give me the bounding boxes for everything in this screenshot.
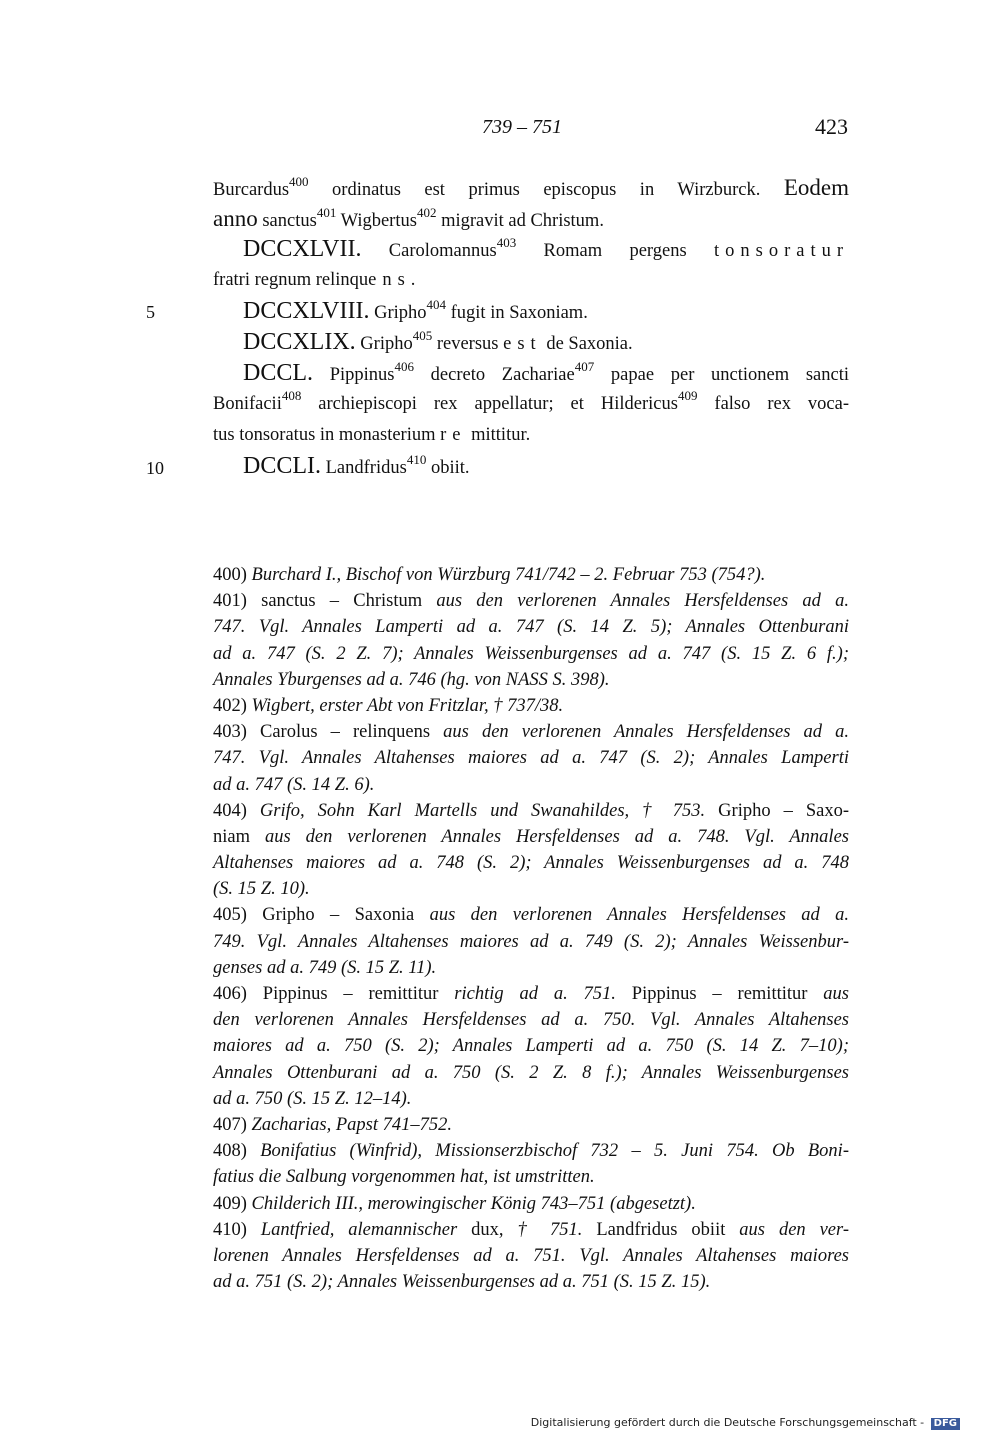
footnote-line: 403) Carolus – relinquens aus den verlorenen Annales Hersfeldenses ad a. [213,722,849,743]
footnote-line: den verlorenen Annales Hersfeldenses ad a. 750. Vgl. Annales Altahenses [213,1010,849,1031]
text-line: DCCXLVII. Carolomannus$^{403}$ Romam pergens tonsoratur [243,235,850,262]
text-line: DCCXLIX. Gripho$^{405}$ reversus est de Saxonia. [243,328,633,355]
footnote-line: 747. Vgl. Annales Altahenses maiores ad a. 747 (S. 2); Annales Lamperti [213,748,849,769]
footnote-line: genses ad a. 749 (S. 15 Z. 11). [213,957,437,978]
year-numeral: DCCL. [243,360,314,386]
text-line: fratri regnum relinquens. [213,270,422,290]
text-line: DCCLI. Landfridus$^{410}$ obiit. [243,452,470,479]
footnote-line: Annales Yburgenses ad a. 746 (hg. von NASS S. 398). [213,669,610,690]
footnote-line: 404) Grifo, Sohn Karl Martells und Swanahildes, † 753. Gripho – Saxo- [213,800,849,821]
text-line: Burcardus$^{400}$ ordinatus est primus episcopus in Wirzburck. Eodem [213,174,849,200]
year-numeral: DCCXLVII. [243,236,362,262]
footnote-line: 408) Bonifatius (Winfrid), Missionserzbischof 732 – 5. Juni 754. Ob Boni- [213,1141,849,1162]
text-line: DCCXLVIII. Gripho$^{404}$ fugit in Saxoniam. [243,297,588,324]
footnote-line: lorenen Annales Hersfeldenses ad a. 751. Vgl. Annales Altahenses maiores [213,1245,849,1266]
main-text [213,172,849,482]
footnote-line: 402) Wigbert, erster Abt von Fritzlar, † 737/38. [213,695,564,716]
footnote-line: Altahenses maiores ad a. 748 (S. 2); Annales Weissenburgenses ad a. 748 [213,853,849,874]
dfg-logo: DFG [931,1418,960,1430]
footnote-line: niam aus den verlorenen Annales Hersfeldenses ad a. 748. Vgl. Annales [213,826,849,847]
footnote-line: ad a. 750 (S. 15 Z. 12–14). [213,1088,412,1109]
footnote-line: ad a. 747 (S. 14 Z. 6). [213,774,375,795]
year-numeral: DCCXLVIII. [243,298,370,324]
line-number: 5 [146,302,155,322]
credit-text: Digitalisierung gefördert durch die Deutsche Forschungsgemeinschaft - [530,1416,928,1429]
footnotes [213,562,849,1295]
footnote-line: 407) Zacharias, Papst 741–752. [213,1114,452,1135]
line-number: 10 [146,458,164,478]
page-number: 423 [815,114,848,139]
running-head-years: 739 – 751 [482,116,562,138]
text-line: DCCL. Pippinus$^{406}$ decreto Zachariae$^{407}$ papae per unctionem sancti [243,359,849,386]
footnote-line: (S. 15 Z. 10). [213,879,310,900]
footnote-line: ad a. 747 (S. 2 Z. 7); Annales Weissenburgenses ad a. 747 (S. 15 Z. 6 f.); [213,643,849,664]
footnote-line: 405) Gripho – Saxonia aus den verlorenen Annales Hersfeldenses ad a. [213,905,849,926]
text-line: anno sanctus$^{401}$ Wigbertus$^{402}$ migravit ad Christum. [213,205,604,231]
footnote-line: 749. Vgl. Annales Altahenses maiores ad a. 749 (S. 2); Annales Weissenbur- [213,931,849,952]
footnote-line: maiores ad a. 750 (S. 2); Annales Lamperti ad a. 750 (S. 14 Z. 7–10); [213,1036,849,1057]
digitization-credit [531,1416,960,1430]
footnote-line: ad a. 751 (S. 2); Annales Weissenburgenses ad a. 751 (S. 15 Z. 15). [213,1272,711,1293]
footnote-line: 409) Childerich III., merowingischer König 743–751 (abgesetzt). [213,1193,696,1214]
footnote-line: Annales Ottenburani ad a. 750 (S. 2 Z. 8 f.); Annales Weissenburgenses [213,1062,849,1083]
year-numeral: DCCXLIX. [243,329,356,355]
footnote-line: fatius die Salbung vorgenommen hat, ist umstritten. [213,1167,595,1188]
footnote-line: 400) Burchard I., Bischof von Würzburg 741/742 – 2. Februar 753 (754?). [213,565,766,585]
year-numeral: DCCLI. [243,453,321,479]
footnote-line: 747. Vgl. Annales Lamperti ad a. 747 (S. 14 Z. 5); Annales Ottenburani [213,617,849,638]
text-line: Bonifacii$^{408}$ archiepiscopi rex appellatur; et Hildericus$^{409}$ falso rex voca- [213,388,849,414]
text-line: tus tonsoratus in monasterium re mittitur. [213,425,531,445]
footnote-line: 410) Lantfried, alemannischer dux, † 751. Landfridus obiit aus den ver- [213,1219,850,1240]
footnote-line: 406) Pippinus – remittitur richtig ad a. 751. Pippinus – remittitur aus [213,984,849,1004]
footnote-line: 401) sanctus – Christum aus den verlorenen Annales Hersfeldenses ad a. [213,591,849,612]
